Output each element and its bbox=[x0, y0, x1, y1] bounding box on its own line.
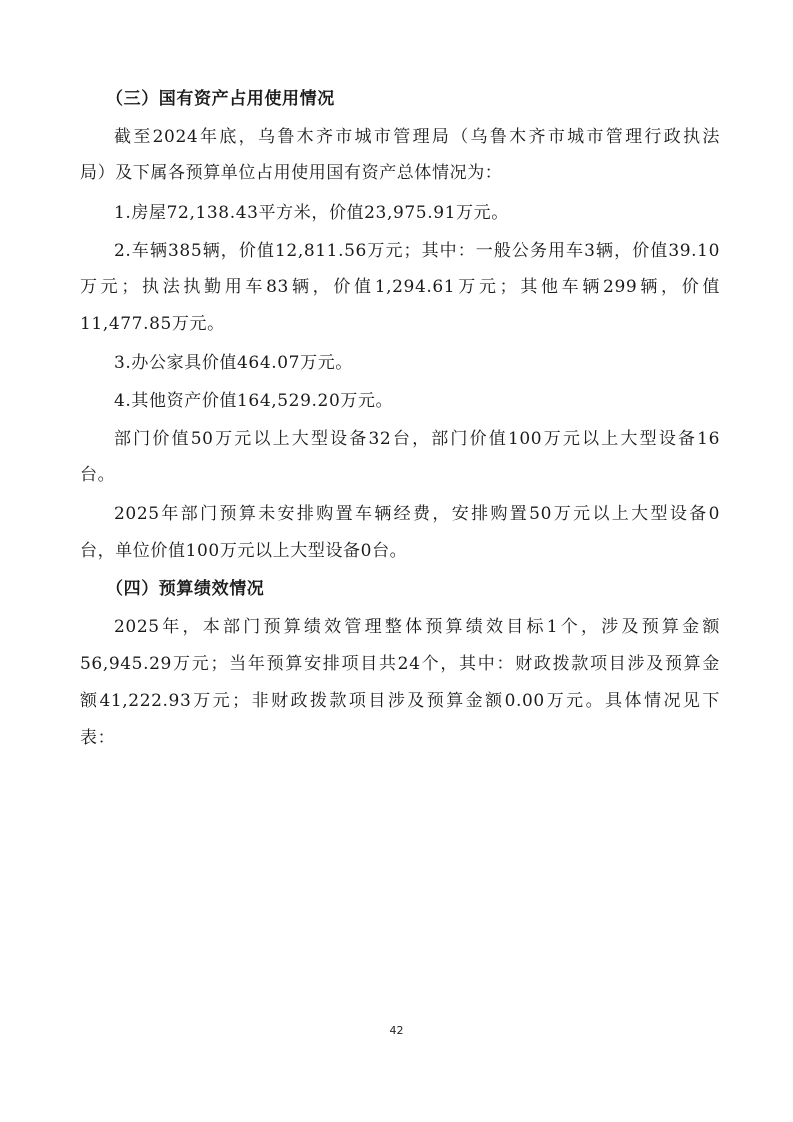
paragraph-line: 3.办公家具价值464.07万元。 bbox=[114, 353, 353, 373]
paragraph-line: 台，单位价值100万元以上大型设备0台。 bbox=[80, 541, 408, 561]
page-number: 42 bbox=[389, 1024, 404, 1037]
paragraph-line: 局）及下属各预算单位占用使用国有资产总体情况为： bbox=[80, 163, 503, 183]
paragraph-line: 1.房屋72,138.43平方米，价值23,975.91万元。 bbox=[114, 203, 509, 223]
paragraph-line: 56,945.29万元；当年预算安排项目共24个，其中：财政拨款项目涉及预算金 bbox=[80, 654, 720, 674]
paragraph-line: 截至2024年底，乌鲁木齐市城市管理局（乌鲁木齐市城市管理行政执法 bbox=[114, 127, 720, 147]
paragraph-line: 部门价值50万元以上大型设备32台，部门价值100万元以上大型设备16 bbox=[114, 429, 720, 449]
paragraph-line: 11,477.85万元。 bbox=[80, 314, 225, 334]
paragraph-line: 2025年，本部门预算绩效管理整体预算绩效目标1个，涉及预算金额 bbox=[114, 617, 720, 637]
paragraph-line: 2.车辆385辆，价值12,811.56万元；其中：一般公务用车3辆，价值39.10 bbox=[114, 241, 720, 261]
paragraph-line: 4.其他资产价值164,529.20万元。 bbox=[114, 391, 394, 411]
paragraph-line: 额41,222.93万元；非财政拨款项目涉及预算金额0.00万元。具体情况见下 bbox=[80, 691, 720, 711]
section-3-heading: （三）国有资产占用使用情况 bbox=[106, 89, 335, 109]
paragraph-line: 表： bbox=[80, 728, 116, 748]
paragraph-line: 2025年部门预算未安排购置车辆经费，安排购置50万元以上大型设备0 bbox=[114, 504, 720, 524]
section-4-heading: （四）预算绩效情况 bbox=[106, 579, 265, 599]
paragraph-line: 万元；执法执勤用车83辆，价值1,294.61万元；其他车辆299辆，价值 bbox=[80, 277, 720, 297]
paragraph-line: 台。 bbox=[80, 465, 116, 485]
